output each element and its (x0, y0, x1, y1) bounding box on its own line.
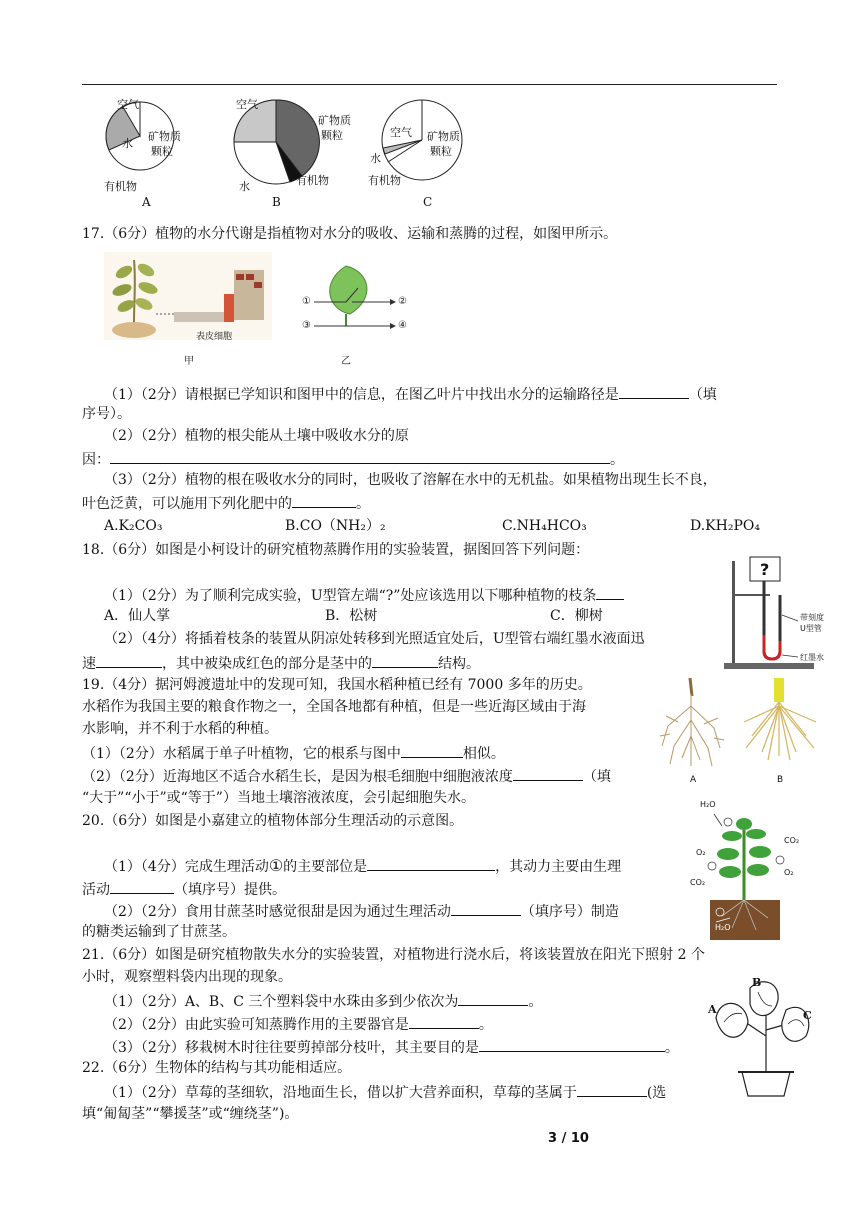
q22-part1-line1 (104, 1082, 666, 1102)
q17-jia-caption: 甲 (184, 356, 194, 367)
q21-line1: 21.（6分）如图是研究植物散失水分的实验装置，对植物进行浇水后，将该装置放在阳光下照射 2 个 (82, 947, 705, 963)
q17-yi-caption: 乙 (341, 356, 351, 367)
pie-c-mineral-label-1: 矿物质 (427, 130, 460, 143)
q18-figure-label-utube: U型管 (800, 624, 822, 633)
q17-part2-because: 因： (82, 452, 110, 468)
q20-part2-text-b: （填序号）制造 (520, 904, 619, 920)
q17-part2-blank[interactable] (110, 449, 610, 464)
q20-fig-co2-left: CO₂ (690, 878, 706, 887)
q17-yi-num-3: ③ (302, 320, 311, 331)
q20-fig-h2o-top: H₂O (700, 800, 716, 809)
q17-jia-epidermis-label: 表皮细胞 (196, 332, 233, 342)
q21-part2-blank[interactable] (409, 1014, 479, 1029)
pie-a-caption: A (142, 195, 151, 209)
page-number: 3 / 10 (548, 1131, 589, 1146)
q19-line2: 水稻作为我国主要的粮食作物之一，全国各地都有种植，但是一些近海区域由于海 (82, 699, 586, 715)
q20-part2-line2: 的糖类运输到了甘蔗茎。 (82, 924, 236, 940)
q21-part2 (104, 1014, 493, 1034)
pie-c-organic-label: 有机物 (368, 174, 401, 187)
pie-c-mineral-label-2: 颗粒 (430, 145, 452, 158)
q18-figure-label-ink: 红墨水 (800, 653, 824, 662)
q18-part2-blank-2[interactable] (372, 653, 438, 668)
q18-figure-label-scale: 带刻度 (800, 613, 824, 622)
q20-part2-line1 (104, 901, 619, 921)
q17-option-c[interactable]: C.NH₄HCO₃ (502, 518, 587, 534)
pie-b-mineral-label-2: 颗粒 (321, 129, 343, 142)
q17-part3-blank[interactable] (292, 493, 356, 508)
q20-part2-text-a: （2）（2分）食用甘蔗茎时感觉很甜是因为通过生理活动 (104, 904, 451, 920)
q20-part1-text-d: 活动 (82, 882, 110, 898)
pie-b-organic-label: 有机物 (296, 174, 329, 187)
q18-part1 (104, 585, 624, 605)
q21-part1-blank[interactable] (458, 991, 528, 1006)
q21-part2-text: （2）（2分）由此实验可知蒸腾作用的主要器官是 (104, 1017, 409, 1033)
q21-figure-label-c: C (803, 1009, 812, 1022)
q22-stem: 22.（6分）生物体的结构与其功能相适应。 (82, 1060, 352, 1076)
q17-part1-text: （1）（2分）请根据已学知识和图甲中的信息，在图乙叶片中找出水分的运输路径是 (104, 387, 619, 403)
q17-option-a[interactable]: A.K₂CO₃ (104, 518, 163, 534)
q18-part2-line1: （2）（4分）将插着枝条的装置从阴凉处转移到光照适宜处后，U型管右端红墨水液面迅 (104, 631, 645, 647)
q21-part3-end: 。 (664, 1040, 679, 1056)
q21-part1-end: 。 (528, 994, 543, 1010)
pie-c-caption: C (423, 195, 433, 209)
q18-part1-text: （1）（2分）为了顺利完成实验，U型管左端“?”处应该选用以下哪种植物的枝条 (104, 588, 597, 604)
pie-c-water-label: 水 (370, 152, 381, 165)
q17-part2-end: 。 (610, 452, 624, 468)
pie-a-mineral-label-1: 矿物质 (148, 130, 181, 143)
q20-fig-h2o-bottom: H₂O (715, 923, 731, 932)
q19-line1: 19.（4分）据河姆渡遗址中的发现可知，我国水稻种植已经有 7000 多年的历史。 (82, 677, 592, 693)
q18-part2-line2 (82, 653, 480, 673)
q20-fig-o2-left: O₂ (696, 848, 706, 857)
q21-part3-text: （3）（2分）移栽树木时往往要剪掉部分枝叶，其主要目的是 (104, 1040, 479, 1056)
q19-part2-text: （2）（2分）近海地区不适合水稻生长，是因为根毛细胞中细胞液浓度 (82, 769, 513, 785)
q20-part1-circle-num: ① (268, 856, 284, 875)
header-rule (82, 84, 777, 85)
q17-part1-line2: 序号）。 (82, 406, 131, 422)
q17-part3-end: 。 (356, 496, 370, 512)
q18-part2-blank-1[interactable] (96, 653, 162, 668)
q22-part1-text: （1）（2分）草莓的茎细软，沿地面生长，借以扩大营养面积，草莓的茎属于 (104, 1085, 577, 1101)
pie-b-mineral-label-1: 矿物质 (318, 114, 351, 127)
pie-b-caption: B (272, 195, 281, 209)
q19-part1 (82, 743, 505, 763)
q20-fig-o2-right: O₂ (784, 868, 794, 877)
q20-part1-line1 (104, 856, 621, 876)
q17-stem: 17.（6分）植物的水分代谢是指植物对水分的吸收、运输和蒸腾的过程，如图甲所示。 (82, 226, 618, 242)
q22-part1-blank[interactable] (577, 1082, 647, 1097)
q18-figure-question-mark: ? (760, 560, 770, 579)
q20-part1-text-e: （填序号）提供。 (174, 882, 286, 898)
q19-part2-fill: （填 (582, 769, 611, 785)
pie-b-air-label: 空气 (236, 98, 258, 111)
q20-part1-line2 (82, 879, 286, 899)
q20-stem: 20.（6分）如图是小嘉建立的植物体部分生理活动的示意图。 (82, 813, 464, 829)
q22-part1-line2: 填“匍匐茎”“攀援茎”或“缠绕茎”)。 (82, 1106, 299, 1122)
q20-part1-blank-2[interactable] (110, 879, 174, 894)
q17-part3-text: 叶色泛黄，可以施用下列化肥中的 (82, 496, 292, 512)
q21-figure-label-b: B (752, 976, 762, 989)
q20-fig-co2-right: CO₂ (784, 836, 800, 845)
q21-part1-text: （1）（2分）A、B、C 三个塑料袋中水珠由多到少依次为 (104, 994, 459, 1010)
q17-part3-line2 (82, 493, 370, 513)
q17-option-b[interactable]: B.CO（NH₂）₂ (285, 518, 386, 534)
q21-figure-label-a: A (708, 1003, 717, 1016)
q19-part1-text: （1）（2分）水稻属于单子叶植物，它的根系与图中 (82, 746, 401, 762)
pie-a-organic-label: 有机物 (104, 180, 137, 193)
q19-part2-line2: “大于”“小于”或“等于”）当地土壤溶液浓度，会引起细胞失水。 (82, 790, 475, 806)
q17-figure-jia (104, 252, 272, 340)
q17-yi-num-4: ④ (398, 320, 407, 331)
q20-part1-blank-1[interactable] (367, 856, 495, 871)
pie-a-mineral-label-2: 颗粒 (151, 145, 173, 158)
q18-option-c[interactable]: C．柳树 (550, 608, 603, 624)
q19-figure-a-label: A (690, 775, 697, 785)
q21-part3-blank[interactable] (479, 1037, 665, 1052)
q18-part2-su: 速 (82, 656, 96, 672)
q19-part2-blank[interactable] (513, 766, 583, 781)
q19-line3: 水影响，并不利于水稻的种植。 (82, 721, 278, 737)
pie-c-air-label: 空气 (390, 126, 412, 139)
q19-figure-b-label: B (777, 775, 784, 785)
q17-part2-line1: （2）（2分）植物的根尖能从土壤中吸收水分的原 (104, 428, 409, 444)
q20-part1-text-a: （1）（4分）完成生理活动 (104, 859, 269, 875)
q17-part1-fill: （填 (688, 387, 717, 403)
pie-a-water-label: 水 (122, 137, 133, 150)
q17-part3-line1: （3）（2分）植物的根在吸收水分的同时，也吸收了溶解在水中的无机盐。如果植物出现生长不良， (104, 472, 717, 488)
q21-part1 (104, 991, 542, 1011)
q21-line2: 小时，观察塑料袋内出现的现象。 (82, 969, 292, 985)
q19-root-figure-b (738, 676, 824, 772)
q17-option-d[interactable]: D.KH₂PO₄ (690, 518, 760, 534)
q17-part1-blank[interactable] (619, 384, 689, 399)
q18-option-a[interactable]: A．仙人掌 (104, 608, 171, 624)
q17-yi-num-1: ① (302, 296, 311, 307)
q18-part2-end: 结构。 (438, 656, 480, 672)
q19-root-figure-a (656, 676, 726, 772)
q19-part2-line1 (82, 766, 611, 786)
q18-part1-blank[interactable] (596, 585, 624, 600)
q19-part1-blank[interactable] (401, 743, 463, 758)
q18-stem: 18.（6分）如图是小柯设计的研究植物蒸腾作用的实验装置，据图回答下列问题： (82, 542, 590, 558)
q18-option-b[interactable]: B．松树 (325, 608, 378, 624)
q20-part1-text-c: ，其动力主要由生理 (495, 859, 622, 875)
q21-plastic-bag-figure (706, 976, 816, 1100)
q21-part2-end: 。 (478, 1017, 493, 1033)
q18-part2-mid: ，其中被染成红色的部分是茎中的 (162, 656, 372, 672)
q20-part1-text-b: 的主要部位是 (283, 859, 368, 875)
q21-part3 (104, 1037, 679, 1057)
q22-part1-select: (选 (646, 1085, 667, 1101)
q17-yi-num-2: ② (398, 296, 407, 307)
pie-b-water-label: 水 (239, 180, 250, 193)
q17-part2-line2 (82, 449, 624, 469)
q17-part1-line1 (104, 384, 717, 404)
q20-part2-blank[interactable] (451, 901, 521, 916)
q19-part1-end: 相似。 (462, 746, 505, 762)
pie-a-air-label: 空气 (117, 98, 139, 111)
